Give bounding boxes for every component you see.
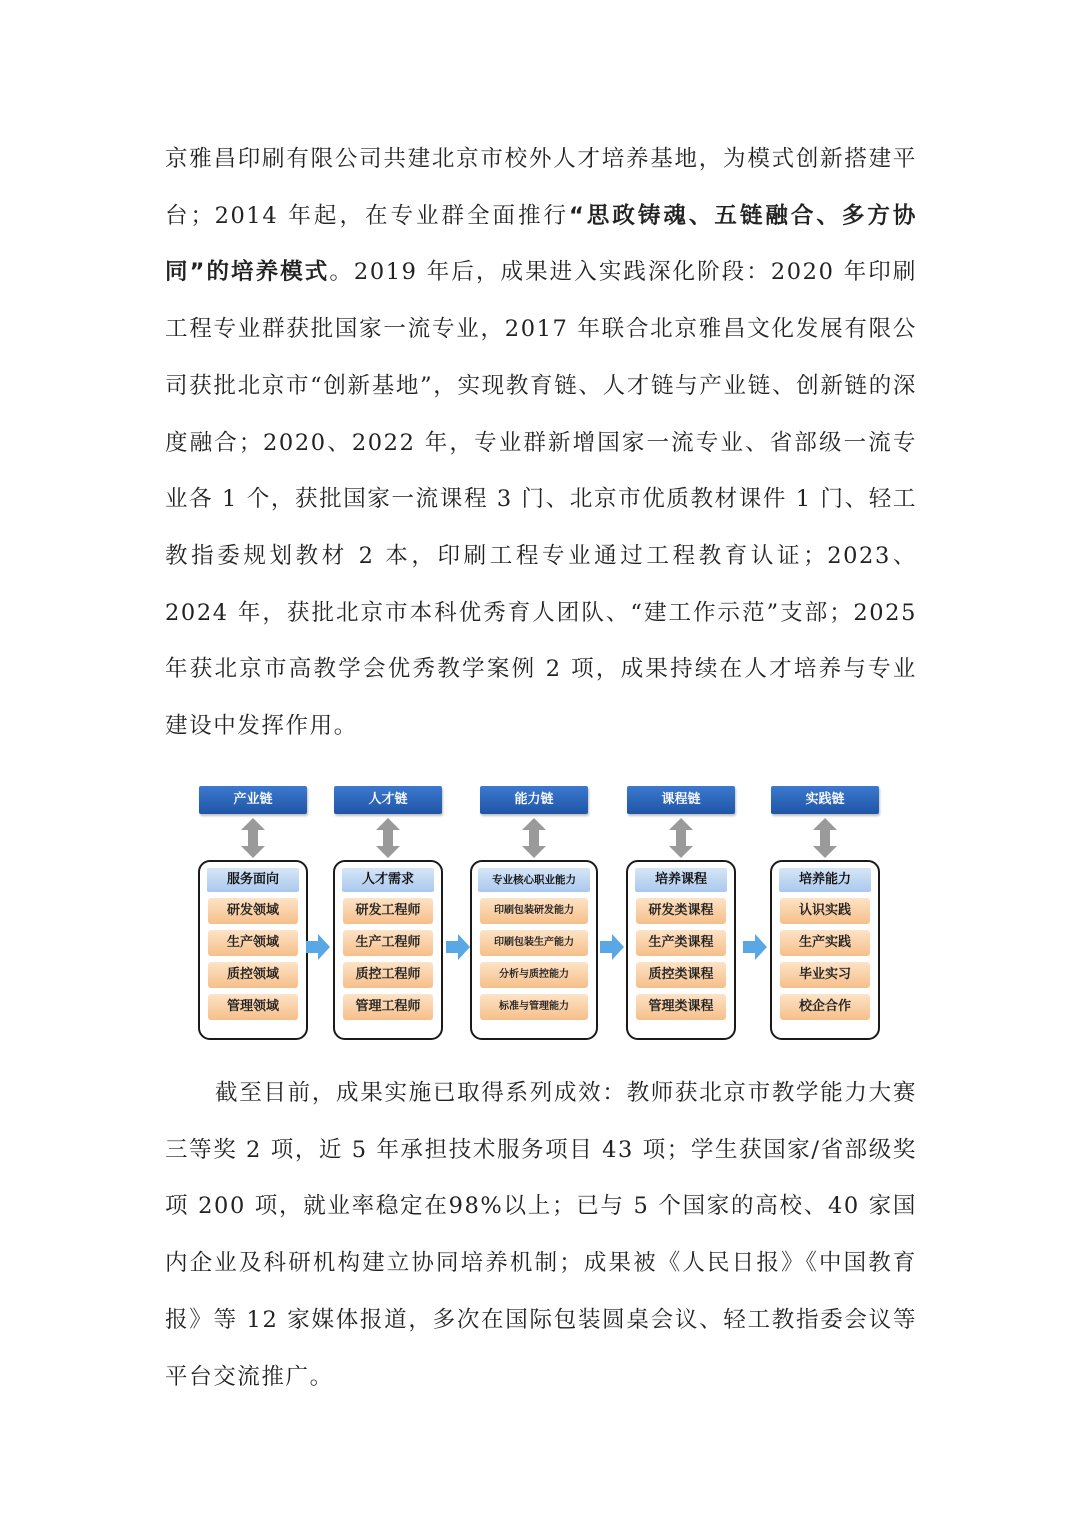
double-arrow-icon [375,818,401,858]
box-title: 培养课程 [635,868,727,892]
box-item: 质控工程师 [343,962,433,988]
box-item: 分析与质控能力 [480,962,588,988]
chain-box [626,860,736,1040]
chain-box [333,860,443,1040]
right-arrow-icon [306,934,330,960]
box-item: 生产工程师 [343,930,433,956]
double-arrow-icon [521,818,547,858]
double-arrow-icon [668,818,694,858]
chain-box [770,860,880,1040]
paragraph-1 [165,131,917,755]
box-item: 生产类课程 [636,930,726,956]
chain-box [198,860,308,1040]
box-item: 管理类课程 [636,994,726,1020]
paragraph-1-text-b: 。2019 年后，成果进入实践深化阶段：2020 年印刷工程专业群获批国家一流专业，2017 年联合北京雅昌文化发展有限公司获批北京市“创新基地”，实现教育链、人才链与产业链、创新链的深度融合；2020、2022 年，专业群新增国家一流专业、省部级一流专业各 1 个，获批国家一流课程 3 门、北京市优质教材课件 1 门、轻工教指委规划教材 2 本，印刷工程专业通过工程教育认证；2023、2024 年，获批北京市本科优秀育人团队、“建工作示范”支部；2025 年获北京市高教学会优秀教学案例 2 项，成果持续在人才培养与专业建设中发挥作用。 [165,259,917,740]
double-arrow-icon [240,818,266,858]
right-arrow-icon [600,934,624,960]
box-item: 标准与管理能力 [480,994,588,1020]
box-item: 生产实践 [780,930,870,956]
box-item: 管理领域 [208,994,298,1020]
box-title: 服务面向 [207,868,299,892]
box-item: 研发领域 [208,898,298,924]
right-arrow-icon [446,934,470,960]
box-item: 研发工程师 [343,898,433,924]
chain-label: 能力链 [480,786,588,814]
box-title: 人才需求 [342,868,434,892]
box-title: 培养能力 [779,868,871,892]
paragraph-2: 截至目前，成果实施已取得系列成效：教师获北京市教学能力大赛三等奖 2 项，近 5 年承担技术服务项目 43 项；学生获国家/省部级奖项 200 项，就业率稳定在98%以上；已与 5 个国家的高校、40 家国内企业及科研机构建立协同培养机制；成果被《人民日报》《中国教育报》等 12 家媒体报道，多次在国际包装圆桌会议、轻工教指委会议等平台交流推广。 [165,1080,917,1390]
box-item: 管理工程师 [343,994,433,1020]
chain-box [470,860,598,1040]
chain-label: 课程链 [627,786,735,814]
box-item: 认识实践 [780,898,870,924]
five-chain-diagram [170,768,915,1053]
box-item: 校企合作 [780,994,870,1020]
box-item: 印刷包装生产能力 [480,930,588,956]
box-item: 印刷包装研发能力 [480,898,588,924]
paragraph-1-text-a: 京雅昌印刷有限公司共建北京市校外人才培养基地，为模式创新搭建平台；2014 年起，在专业群全面推行 [165,146,917,229]
chain-label: 实践链 [771,786,879,814]
box-title: 专业核心职业能力 [478,868,590,892]
box-item: 质控领域 [208,962,298,988]
double-arrow-icon [812,818,838,858]
box-item: 毕业实习 [780,962,870,988]
box-item: 研发类课程 [636,898,726,924]
box-item: 质控类课程 [636,962,726,988]
chain-label: 人才链 [334,786,442,814]
chain-label: 产业链 [199,786,307,814]
right-arrow-icon [743,934,767,960]
box-item: 生产领域 [208,930,298,956]
paragraph-1-bold: “思政铸魂、五链融合、多方协同”的培养模式 [165,202,917,286]
